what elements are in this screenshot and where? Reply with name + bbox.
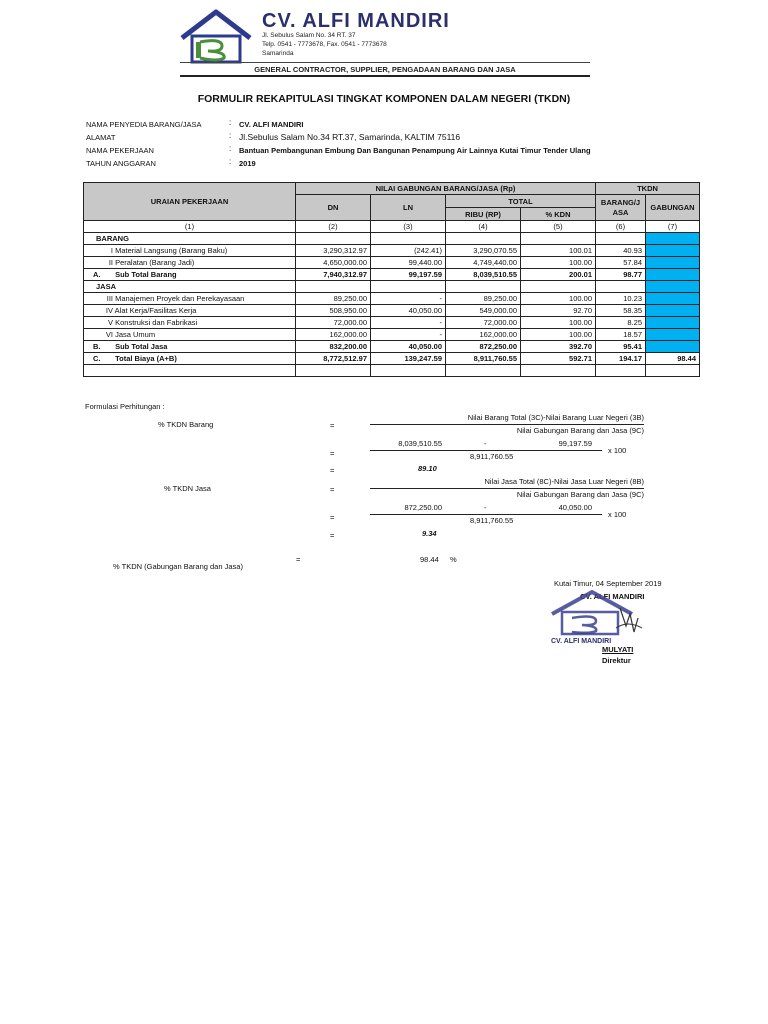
cell-dn: 4,650,000.00 xyxy=(296,257,371,269)
calc-equals: = xyxy=(330,449,335,458)
row-label: Alat Kerja/Fasilitas Kerja xyxy=(114,306,197,315)
cell-kdn: 100.00 xyxy=(521,293,596,305)
fraction-bar xyxy=(370,488,644,489)
cell-ln: 99,440.00 xyxy=(371,257,446,269)
subtotal-row-jasa xyxy=(84,341,700,353)
row-name xyxy=(84,317,296,329)
cell-dn: 832,200.00 xyxy=(296,341,371,353)
cell-ln: 139,247.59 xyxy=(371,353,446,365)
info-value-provider: CV. ALFI MANDIRI xyxy=(239,120,304,129)
calc-equals: = xyxy=(330,421,335,430)
row-name xyxy=(84,353,296,365)
calc-barang-result: 89.10 xyxy=(418,464,437,473)
header-nilai: NILAI GABUNGAN BARANG/JASA (Rp) xyxy=(296,183,596,195)
row-number: A. xyxy=(93,270,101,279)
calc-jasa-label: % TKDN Jasa xyxy=(164,484,211,493)
row-number: II xyxy=(108,258,113,267)
section-label: BARANG xyxy=(84,233,296,245)
info-colon: : xyxy=(229,131,232,140)
header-kdn: % KDN xyxy=(521,208,596,221)
info-label-provider: NAMA PENYEDIA BARANG/JASA xyxy=(86,120,202,129)
row-name xyxy=(84,257,296,269)
calc-minus: - xyxy=(484,503,487,512)
section-row-jasa xyxy=(84,281,700,293)
header-rule-top xyxy=(180,62,590,63)
cell-ribu: 162,000.00 xyxy=(446,329,521,341)
cell-gabungan: 98.44 xyxy=(646,353,700,365)
table-row xyxy=(84,257,700,269)
info-value-job: Bantuan Pembangunan Embung Dan Bangunan Penampung Air Lainnya Kutai Timur Tender Ulang xyxy=(239,146,591,155)
row-label: Material Langsung (Barang Baku) xyxy=(115,246,228,255)
cell-dn: 7,940,312.97 xyxy=(296,269,371,281)
fraction-bar xyxy=(370,450,602,451)
row-number: V xyxy=(107,318,113,327)
city-line: Samarinda xyxy=(262,50,294,57)
sign-name: MULYATI xyxy=(602,645,634,654)
header-barang-jasa: BARANG/J ASA xyxy=(596,195,646,221)
stamp-company: CV. ALFI MANDIRI xyxy=(551,638,612,645)
col-number: (6) xyxy=(596,221,646,233)
cell-dn: 8,772,512.97 xyxy=(296,353,371,365)
sign-company: CV. ALFI MANDIRI xyxy=(580,592,645,601)
calc-barang-numerator-text: Nilai Barang Total (3C)-Nilai Barang Luar Negeri (3B) xyxy=(467,413,644,422)
cell-tkdn: 18.57 xyxy=(596,329,646,341)
cell-tkdn: 40.93 xyxy=(596,245,646,257)
company-name: CV. ALFI MANDIRI xyxy=(262,10,450,32)
table-row xyxy=(84,317,700,329)
row-label: Jasa Umum xyxy=(115,330,156,339)
cell-dn: 162,000.00 xyxy=(296,329,371,341)
address-line: Jl. Sebulus Salam No. 34 RT. 37 xyxy=(262,32,356,39)
header-dn: DN xyxy=(296,195,371,221)
calc-equals: = xyxy=(330,513,335,522)
header-uraian: URAIAN PEKERJAAN xyxy=(84,183,296,221)
cell-ln: - xyxy=(371,317,446,329)
row-name xyxy=(84,329,296,341)
header-rule-bottom xyxy=(180,75,590,77)
calc-equals: = xyxy=(330,466,335,475)
calc-heading: Formulasi Perhitungan : xyxy=(85,402,165,411)
col-number: (2) xyxy=(296,221,371,233)
info-label-year: TAHUN ANGGARAN xyxy=(86,159,156,168)
cell-ln: - xyxy=(371,329,446,341)
cell-kdn: 92.70 xyxy=(521,305,596,317)
calc-jasa-denominator: 8,911,760.55 xyxy=(470,516,514,525)
cell-ribu: 8,039,510.55 xyxy=(446,269,521,281)
form-title: FORMULIR REKAPITULASI TINGKAT KOMPONEN DALAM NEGERI (TKDN) xyxy=(197,93,571,105)
cell-ln: - xyxy=(371,293,446,305)
total-row xyxy=(84,353,700,365)
section-label: JASA xyxy=(84,281,296,293)
cell-kdn: 200.01 xyxy=(521,269,596,281)
cell-dn: 89,250.00 xyxy=(296,293,371,305)
cell-tkdn: 57.84 xyxy=(596,257,646,269)
table-header-row xyxy=(84,183,700,195)
col-number: (7) xyxy=(646,221,700,233)
cell-tkdn: 194.17 xyxy=(596,353,646,365)
cell-ribu: 3,290,070.55 xyxy=(446,245,521,257)
cell-kdn: 392.70 xyxy=(521,341,596,353)
calc-jasa-numerator-text: Nilai Jasa Total (8C)-Nilai Jasa Luar Negeri (8B) xyxy=(484,477,644,486)
row-label: Total Biaya (A+B) xyxy=(115,354,177,363)
calc-jasa-num-b: 40,050.00 xyxy=(558,503,592,512)
cell-ln: 40,050.00 xyxy=(371,305,446,317)
info-colon: : xyxy=(229,144,232,153)
cell-dn: 508,950.00 xyxy=(296,305,371,317)
calc-jasa-result: 9.34 xyxy=(422,529,437,538)
section-row-barang xyxy=(84,233,700,245)
cell-ribu: 72,000.00 xyxy=(446,317,521,329)
col-number: (3) xyxy=(371,221,446,233)
table-row xyxy=(84,245,700,257)
tkdn-table xyxy=(83,182,700,377)
calc-barang-denominator: 8,911,760.55 xyxy=(470,452,514,461)
table-blank-row xyxy=(84,365,700,377)
cell-ln: (242.41) xyxy=(371,245,446,257)
col-number: (4) xyxy=(446,221,521,233)
cell-ln: 40,050.00 xyxy=(371,341,446,353)
cell-ribu: 8,911,760.55 xyxy=(446,353,521,365)
table-row xyxy=(84,305,700,317)
row-name xyxy=(84,269,296,281)
cell-ribu: 89,250.00 xyxy=(446,293,521,305)
fraction-bar xyxy=(370,424,644,425)
cell-kdn: 100.00 xyxy=(521,329,596,341)
row-label: Sub Total Jasa xyxy=(115,342,168,351)
calc-jasa-denominator-text: Nilai Gabungan Barang dan Jasa (9C) xyxy=(516,490,644,499)
cell-kdn: 100.00 xyxy=(521,257,596,269)
row-label: Manajemen Proyek dan Perekayasaan xyxy=(115,294,245,303)
cell-ribu: 4,749,440.00 xyxy=(446,257,521,269)
cell-kdn: 592.71 xyxy=(521,353,596,365)
row-number: IV xyxy=(105,306,113,315)
row-name xyxy=(84,305,296,317)
calc-equals: = xyxy=(296,555,301,564)
row-label: Peralatan (Barang Jadi) xyxy=(115,258,195,267)
calc-barang-label: % TKDN Barang xyxy=(158,420,214,429)
calc-jasa-num-a: 872,250.00 xyxy=(404,503,442,512)
row-name xyxy=(84,245,296,257)
calc-equals: = xyxy=(330,531,335,540)
header-total: TOTAL xyxy=(446,195,596,208)
row-number: B. xyxy=(93,342,101,351)
fraction-bar xyxy=(370,514,602,515)
cell-kdn: 100.01 xyxy=(521,245,596,257)
sign-place-date: Kutai Timur, 04 September 2019 xyxy=(554,579,662,588)
calc-gabungan-label: % TKDN (Gabungan Barang dan Jasa) xyxy=(113,562,243,571)
sign-title: Direktur xyxy=(602,656,631,665)
calc-times-100: x 100 xyxy=(608,446,627,455)
header-tkdn: TKDN xyxy=(596,183,700,195)
cell-tkdn: 95.41 xyxy=(596,341,646,353)
row-name xyxy=(84,293,296,305)
row-label: Sub Total Barang xyxy=(115,270,177,279)
row-number: III xyxy=(106,294,113,303)
cell-dn: 3,290,312.97 xyxy=(296,245,371,257)
cell-kdn: 100.00 xyxy=(521,317,596,329)
col-number: (1) xyxy=(84,221,296,233)
calc-percent-sign: % xyxy=(450,555,457,564)
info-colon: : xyxy=(229,118,232,127)
cell-ribu: 549,000.00 xyxy=(446,305,521,317)
header-gabungan: GABUNGAN xyxy=(646,195,700,221)
row-number: VI xyxy=(105,330,113,339)
phone-fax-line: Telp. 0541 - 7773678, Fax. 0541 - 7773678 xyxy=(262,41,387,48)
info-value-year: 2019 xyxy=(239,159,256,168)
cell-ln: 99,197.59 xyxy=(371,269,446,281)
row-number: I xyxy=(110,246,113,255)
cell-tkdn: 8.25 xyxy=(596,317,646,329)
info-label-address: ALAMAT xyxy=(86,133,116,142)
row-label: Konstruksi dan Fabrikasi xyxy=(115,318,198,327)
column-number-row xyxy=(84,221,700,233)
subtotal-row-barang xyxy=(84,269,700,281)
row-number: C. xyxy=(93,354,101,363)
calc-barang-num-a: 8,039,510.55 xyxy=(398,439,442,448)
header-ribu: RIBU (RP) xyxy=(446,208,521,221)
calc-gabungan-value: 98.44 xyxy=(420,555,439,564)
cell-ribu: 872,250.00 xyxy=(446,341,521,353)
calc-equals: = xyxy=(330,485,335,494)
calc-minus: - xyxy=(484,439,487,448)
info-colon: : xyxy=(229,157,232,166)
info-value-address: Jl.Sebulus Salam No.34 RT.37, Samarinda, KALTIM 75116 xyxy=(239,132,461,142)
cell-dn: 72,000.00 xyxy=(296,317,371,329)
cell-tkdn: 58.35 xyxy=(596,305,646,317)
company-logo xyxy=(178,8,254,64)
cell-tkdn: 98.77 xyxy=(596,269,646,281)
calc-times-100: x 100 xyxy=(608,510,627,519)
company-tagline: GENERAL CONTRACTOR, SUPPLIER, PENGADAAN BARANG DAN JASA xyxy=(254,65,516,74)
info-label-job: NAMA PEKERJAAN xyxy=(86,146,154,155)
cell-tkdn: 10.23 xyxy=(596,293,646,305)
col-number: (5) xyxy=(521,221,596,233)
table-row xyxy=(84,329,700,341)
header-ln: LN xyxy=(371,195,446,221)
calc-barang-denominator-text: Nilai Gabungan Barang dan Jasa (9C) xyxy=(516,426,644,435)
calc-barang-num-b: 99,197.59 xyxy=(558,439,592,448)
row-name xyxy=(84,341,296,353)
table-row xyxy=(84,293,700,305)
